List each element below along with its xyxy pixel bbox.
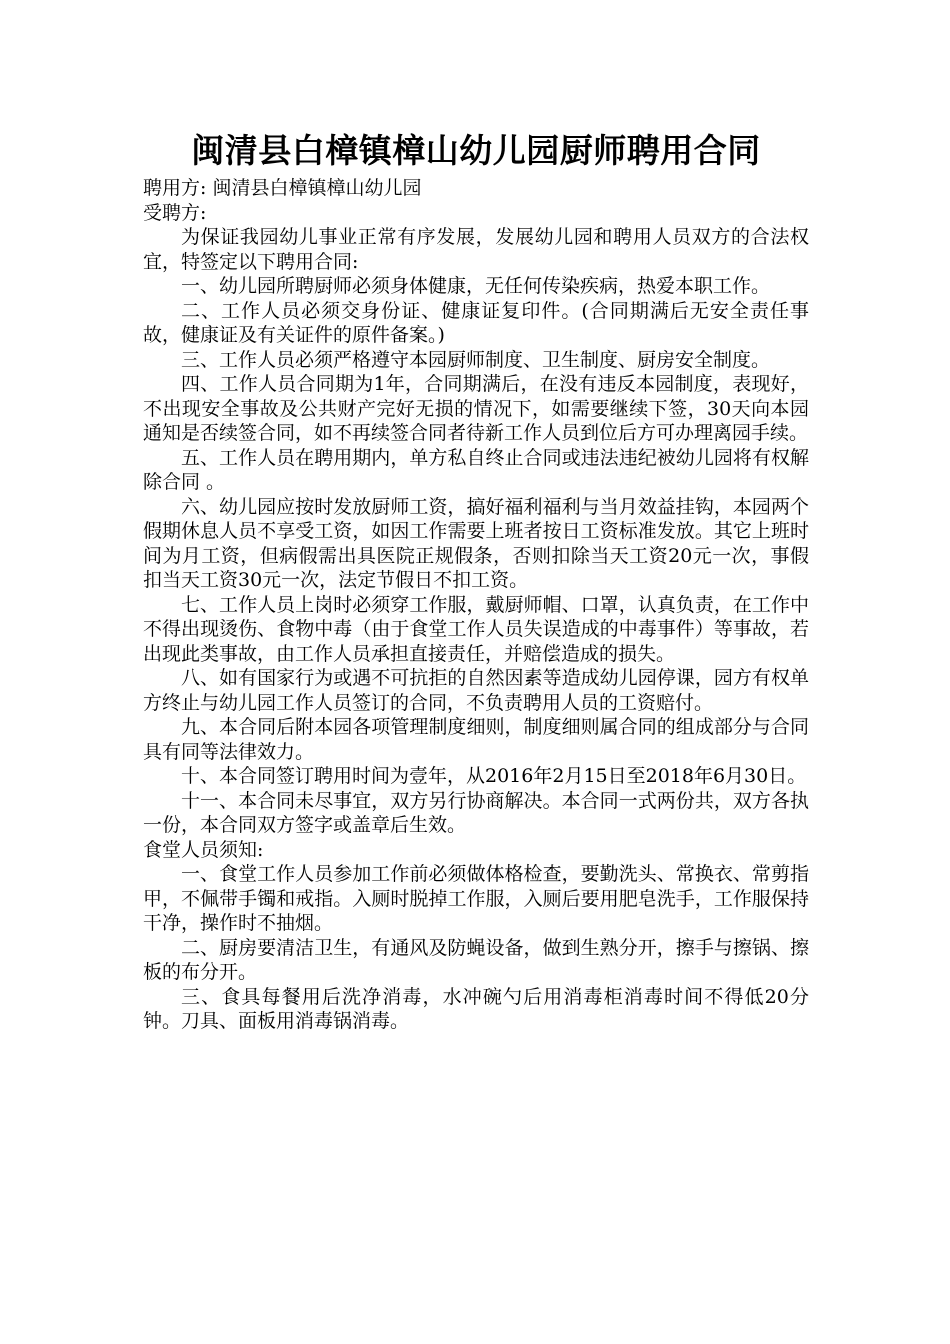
document-title: 闽清县白樟镇樟山幼儿园厨师聘用合同 — [191, 131, 761, 170]
clause-10: 十、本合同签订聘用时间为壹年，从2016年2月15日至2018年6月30日。 — [181, 765, 807, 787]
notice-heading: 食堂人员须知: — [143, 838, 264, 861]
clause-3: 三、工作人员必须严格遵守本园厨师制度、卫生制度、厨房安全制度。 — [181, 348, 771, 371]
notice-item-2: 二、厨房要清洁卫生，有通风及防蝇设备，做到生熟分开，擦手与擦锅、擦板的布分开。 — [143, 936, 809, 983]
clause-8: 八、如有国家行为或遇不可抗拒的自然因素等造成幼儿园停课，园方有权单方终止与幼儿园工作人员签订的合同，不负责聘用人员的工资赔付。 — [143, 667, 809, 714]
intro-paragraph: 为保证我园幼儿事业正常有序发展，发展幼儿园和聘用人员双方的合法权宜，特签定以下聘用合同: — [143, 226, 809, 273]
clause-9: 九、本合同后附本园各项管理制度细则，制度细则属合同的组成部分与合同具有同等法律效力。 — [143, 716, 809, 763]
notice-item-3: 三、食具每餐用后洗净消毒，水冲碗勺后用消毒柜消毒时间不得低20分钟。刀具、面板用消毒锅消毒。 — [143, 985, 809, 1032]
clause-1: 一、幼儿园所聘厨师必须身体健康，无任何传染疾病，热爱本职工作。 — [181, 275, 771, 297]
employee-line: 受聘方: — [143, 201, 207, 224]
clause-7: 七、工作人员上岗时必须穿工作服，戴厨师帽、口罩，认真负责，在工作中不得出现烫伤、食物中毒（由于食堂工作人员失误造成的中毒事件）等事故，若出现此类事故，由工作人员承担直接责任，并赔偿造成的损失。 — [143, 593, 809, 665]
clause-5: 五、工作人员在聘用期内，单方私自终止合同或违法违纪被幼儿园将有权解除合同 。 — [143, 446, 809, 493]
notice-item-1: 一、食堂工作人员参加工作前必须做体格检查，要勤洗头、常换衣、常剪指甲，不佩带手镯和戒指。入厕时脱掉工作服，入厕后要用肥皂洗手，工作服保持干净，操作时不抽烟。 — [143, 863, 809, 934]
employer-line: 聘用方: 闽清县白樟镇樟山幼儿园 — [143, 177, 422, 199]
contract-page — [143, 128, 809, 1034]
clause-6: 六、幼儿园应按时发放厨师工资，搞好福利福利与当月效益挂钩，本园两个假期休息人员不享受工资，如因工作需要上班者按日工资标准发放。其它上班时间为月工资，但病假需出具医院正规假条，否则扣除当天工资20元一次，事假扣当天工资30元一次，法定节假日不扣工资。 — [143, 495, 809, 591]
clause-11: 十一、本合同未尽事宜，双方另行协商解决。本合同一式两份共，双方各执一份，本合同双方签字或盖章后生效。 — [143, 789, 809, 836]
clause-2: 二、工作人员必须交身份证、健康证复印件。(合同期满后无安全责任事故，健康证及有关证件的原件备案。) — [143, 299, 809, 346]
clause-4: 四、工作人员合同期为1年，合同期满后，在没有违反本园制度，表现好，不出现安全事故及公共财产完好无损的情况下，如需要继续下签，30天向本园通知是否续签合同，如不再续签合同者待新工作人员到位后方可办理离园手续。 — [143, 373, 809, 444]
